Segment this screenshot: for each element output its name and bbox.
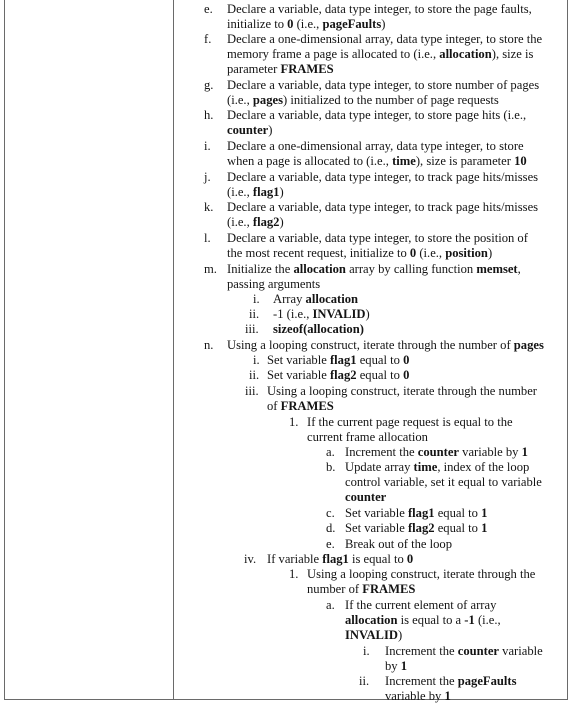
list-item-text: sizeof(allocation): [273, 322, 364, 336]
list-item-text: Increment the pageFaults variable by 1: [385, 674, 517, 703]
list-item-marker: iii.: [245, 322, 259, 336]
list-item-text: Increment the counter variable by 1: [385, 644, 543, 673]
list-item: [204, 200, 557, 230]
list-item: [326, 537, 555, 552]
list-item-marker: i.: [253, 353, 260, 367]
list-item-text: Increment the counter variable by 1: [345, 445, 528, 459]
list-item-text: Declare a variable, data type integer, to store the page faults, initialize to 0 (i.e., pageFaults): [227, 2, 532, 31]
list-item: [204, 2, 557, 32]
list-item-marker: n.: [204, 338, 214, 352]
list-item-text: Declare a one-dimensional array, data type integer, to store when a page is allocated to (i.e., time), size is parameter 10: [227, 139, 527, 168]
list-item: [326, 506, 555, 521]
list-item-marker: k.: [204, 200, 214, 214]
list-item-marker: i.: [204, 139, 211, 153]
list-item-marker: m.: [204, 262, 217, 276]
list-item-marker: g.: [204, 78, 214, 92]
list-item-text: Declare a variable, data type integer, to store page hits (i.e., counter): [227, 108, 527, 137]
list-item-text: If the current page request is equal to the current frame allocation: [307, 415, 513, 444]
list-item-text: If the current element of array allocation is equal to a -1 (i.e., INVALID): [345, 598, 501, 642]
list-item-marker: a.: [326, 445, 335, 459]
list-item-text: Declare a one-dimensional array, data type integer, to store the memory frame a page is allocated to (i.e., allocation), size is parameter FRAMES: [227, 32, 543, 76]
list-item: [204, 139, 557, 169]
list-item-marker: i.: [253, 292, 260, 306]
list-item-text: Declare a variable, data type integer, to track page hits/misses (i.e., flag1): [227, 170, 539, 199]
list-item-marker: 1.: [289, 567, 299, 581]
list-item: [245, 384, 557, 414]
list-item-marker: d.: [326, 521, 336, 535]
list-item-marker: e.: [204, 2, 213, 16]
list-item: [289, 567, 557, 597]
list-item-marker: ii.: [359, 674, 370, 688]
list-item-marker: e.: [326, 537, 335, 551]
list-item-marker: 1.: [289, 415, 299, 429]
list-item-marker: ii.: [249, 368, 260, 382]
list-item: [326, 598, 555, 643]
list-item: [204, 338, 562, 353]
list-item-text: Break out of the loop: [345, 537, 453, 551]
list-item-text: Using a looping construct, iterate through the number of FRAMES: [307, 567, 536, 596]
list-item-text: Set variable flag1 equal to 1: [345, 506, 488, 520]
list-item: [245, 322, 553, 337]
list-item-text: -1 (i.e., INVALID): [273, 307, 370, 321]
list-item-text: Set variable flag1 equal to 0: [267, 353, 410, 367]
list-item: [249, 307, 553, 322]
list-item-text: If variable flag1 is equal to 0: [267, 552, 414, 566]
list-item: [204, 108, 557, 138]
list-item-marker: j.: [204, 170, 211, 184]
list-item: [326, 521, 555, 536]
list-item-text: Using a looping construct, iterate through the number of pages: [227, 338, 544, 352]
list-item: [326, 445, 555, 460]
list-item-text: Array allocation: [273, 292, 359, 306]
list-item-marker: l.: [204, 231, 211, 245]
list-item: [204, 231, 557, 261]
list-item-text: Declare a variable, data type integer, to store number of pages (i.e., pages) initialized to the number of page requests: [227, 78, 540, 107]
list-item-text: Declare a variable, data type integer, to track page hits/misses (i.e., flag2): [227, 200, 539, 229]
list-item: [253, 353, 557, 368]
list-item-text: Using a looping construct, iterate through the number of FRAMES: [267, 384, 538, 413]
list-item-text: Set variable flag2 equal to 1: [345, 521, 488, 535]
list-item-marker: h.: [204, 108, 214, 122]
list-item: [204, 170, 557, 200]
list-item: [204, 32, 557, 77]
list-item: [326, 460, 555, 505]
list-item-text: Initialize the allocation array by calling function memset, passing arguments: [227, 262, 521, 291]
list-item: [204, 262, 557, 292]
list-item-marker: a.: [326, 598, 335, 612]
list-item-marker: ii.: [249, 307, 260, 321]
list-item-marker: iv.: [244, 552, 257, 566]
list-item: [249, 368, 557, 383]
list-item: [244, 552, 557, 567]
list-item: [204, 78, 557, 108]
list-item-text: Update array time, index of the loop control variable, set it equal to variable counter: [345, 460, 542, 504]
list-item-marker: b.: [326, 460, 336, 474]
list-item-marker: f.: [204, 32, 212, 46]
list-item-marker: c.: [326, 506, 335, 520]
list-item-marker: i.: [363, 644, 370, 658]
list-item-marker: iii.: [245, 384, 259, 398]
list-item-text: Set variable flag2 equal to 0: [267, 368, 410, 382]
list-item-text: Declare a variable, data type integer, to store the position of the most recent request, initialize to 0 (i.e., position): [227, 231, 528, 260]
list-item: [363, 644, 560, 674]
list-item: [253, 292, 553, 307]
list-item: [289, 415, 557, 445]
